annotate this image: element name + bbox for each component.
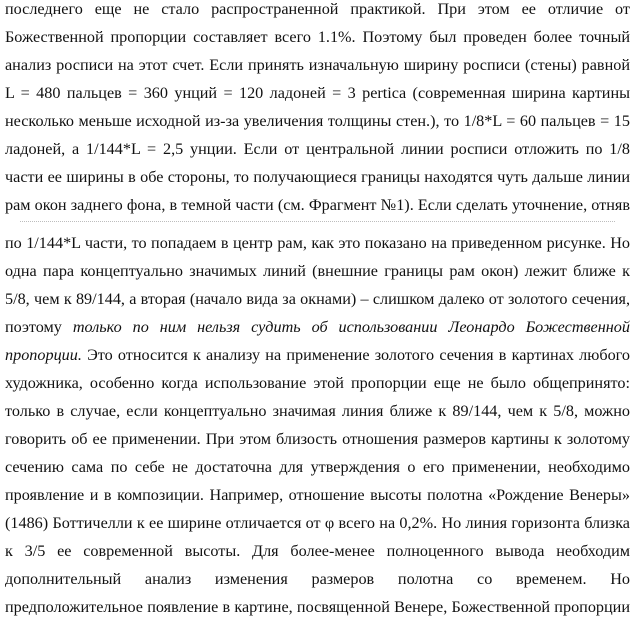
- text-line: к 3/5 ее современной высоты. Для более-менее полноценного вывода необходим: [5, 542, 630, 560]
- text-line: говорить об ее применении. При этом близость отношения размеров картины к золотому: [5, 430, 630, 448]
- text-line: одна пара концептуально значимых линий (внешние границы рам окон) лежит ближе к: [5, 262, 630, 280]
- text-segment: поэтому: [5, 318, 73, 336]
- text-segment: Это относится к анализу на применение золотого сечения в картинах любого: [81, 346, 630, 364]
- text-line: [5, 314, 630, 340]
- emphasized-text: только по ним нельзя судить об использовании Леонардо Божественной: [72, 318, 630, 336]
- text-line: 5/8, чем к 89/144, а вторая (начало вида за окнами) – слишком далеко от золотого сечения,: [5, 290, 630, 308]
- text-line: художника, особенно когда использование этой пропорции еще не было общепринято:: [5, 374, 630, 392]
- text-line: проявление и в композиции. Например, отношение высоты полотна «Рождение Венеры»: [5, 486, 630, 504]
- text-line: дополнительный анализ изменения размеров полотна со временем. Но: [5, 570, 630, 588]
- page-break-divider: [20, 221, 615, 222]
- text-line: анализ росписи на этот счет. Если принять изначальную ширину росписи (стены) равной: [5, 56, 630, 74]
- emphasized-text: пропорции.: [5, 346, 82, 364]
- text-line: несколько меньше исходной из-за увеличения толщины стен.), то 1/8*L = 60 пальцев = 15: [5, 112, 630, 130]
- text-line: сечению сама по себе не достаточна для утверждения о его применении, необходимо: [5, 458, 630, 476]
- text-line: последнего еще не стало распространенной практикой. При этом ее отличие от: [5, 0, 630, 18]
- text-line: [5, 342, 630, 368]
- text-line: предположительное появление в картине, посвященной Венере, Божественной пропорции: [5, 598, 630, 616]
- text-line: только в случае, если концептуально значимая линия ближе к 89/144, чем к 5/8, можно: [5, 402, 630, 420]
- text-line: ладоней, а 1/144*L = 2,5 унции. Если от центральной линии росписи отложить по 1/8: [5, 140, 630, 158]
- text-line: Божественной пропорции составляет всего 1.1%. Поэтому был проведен более точный: [5, 28, 630, 46]
- text-line: рам окон заднего фона, в темной части (см. Фрагмент №1). Если сделать уточнение, отняв: [5, 196, 630, 214]
- text-line: части ее ширины в обе стороны, то получающиеся границы находятся чуть дальше линии: [5, 168, 630, 186]
- text-line: L = 480 пальцев = 360 унций = 120 ладоней = 3 pertica (современная ширина картины: [5, 84, 630, 102]
- text-line: по 1/144*L части, то попадаем в центр рам, как это показано на приведенном рисунке. Но: [5, 234, 630, 252]
- text-line: (1486) Боттичелли к ее ширине отличается от φ всего на 0,2%. Но линия горизонта близка: [5, 514, 630, 532]
